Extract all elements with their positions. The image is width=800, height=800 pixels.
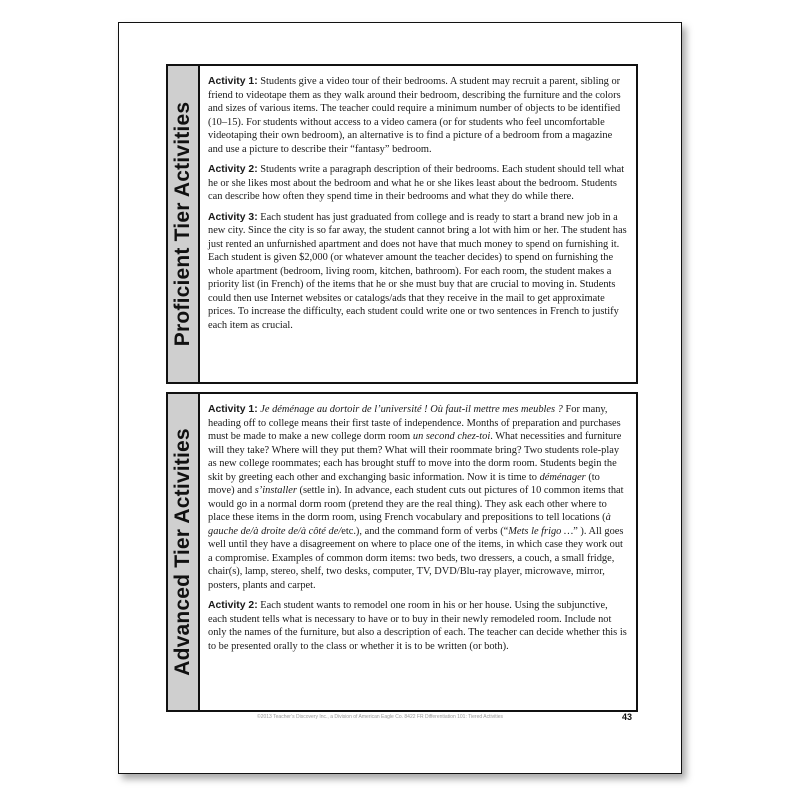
activity-text: . What necessities and furniture will they take? Where will they put them? What will their roommate bring? Two students role-play as new college roommates; each has brought stuff to move into the dorm room. Students begin the skit by greeting each other and exchanging basic information. Now it is time to — [208, 431, 622, 483]
proficient-tier-content — [208, 75, 628, 339]
proficient-tier-box — [166, 64, 638, 384]
activity-text-italic: Je déménage au dortoir de l’université ! Où faut-il mettre mes meubles ? — [260, 404, 563, 415]
proficient-activity-2 — [208, 163, 628, 204]
page-number: 43 — [621, 712, 632, 722]
proficient-tier-heading: Proficient Tier Activities — [171, 101, 194, 347]
activity-label: Activity 3: — [208, 211, 258, 223]
activity-text: Each student has just graduated from college and is ready to start a brand new job in a new city. Since the city is so far away, the student cannot bring a lot with him or her. The student has just rented an unfurnished apartment and does not have that much money to spend on furnishing it. Each student is given $2,000 (or whatever amount the teacher decides) to spend on furnishing the whole apartment (bedroom, living room, kitchen, bathroom). For each room, the student makes a priority list (in French) of the items that he or she must buy that are crucial to moving in. Students could then use Internet websites or catalogs/ads that they receive in the mail to get approximate prices. To increase the difficulty, each student could write one or two sentences in French to justify each item as crucial. — [208, 211, 627, 331]
activity-text: (settle in). In advance, each student cuts out pictures of 10 common items that would go in a normal dorm room (pretend they are the real thing). They ask each other where to place these items in the dorm room, using French vocabulary and prepositions to tell locations ( — [208, 485, 624, 523]
activity-text: Students give a video tour of their bedrooms. A student may recruit a parent, sibling or friend to videotape them as they walk around their bedroom, describing the furniture and the colors and sizes of various items. The teacher could require a minimum number of objects to be identified (10–15). For students without access to a video camera (or for students who feel uncomfortable videotaping their own bedroom), an alternative is to find a picture of a bedroom from a magazine and use a picture to describe their “fantasy” bedroom. — [208, 76, 621, 155]
activity-label: Activity 2: — [208, 164, 258, 175]
activity-text-italic: un second chez-toi — [412, 431, 491, 442]
proficient-activity-1 — [208, 75, 628, 156]
activity-text: ” ). All goes well until they have a disagreement on where to place one of the items, in which case they work out a compromise. Examples of common dorm items: two beds, two dressers, a couch, a small fridge, chair(s), lamp, stereo, shelf, two desks, computer, TV, DVD/Blu-ray player, microwave, mirror, posters, plants and carpet. — [208, 525, 624, 591]
proficient-tier-sidebar — [168, 66, 200, 382]
activity-text: etc.), and the command form of verbs (“ — [341, 525, 509, 537]
activity-text: Each student wants to remodel one room in his or her house. Using the subjunctive, each student tells what is necessary to have or to buy in their newly remodeled room. Include not only the names of the furniture, but also a description of each. The teacher can decide whether this is to be presented orally to the class or whether it is to be written (or both). — [208, 600, 627, 652]
activity-text: For many, heading off to college means their first taste of independence. Months of preparation and purchases must be made to make a new college dorm room — [208, 404, 621, 442]
activity-label: Activity 1: — [208, 404, 258, 415]
proficient-activity-3 — [208, 211, 628, 333]
activity-text-italic: à gauche de/à droite de/à côté de/ — [208, 512, 611, 537]
advanced-tier-box — [166, 392, 638, 712]
activity-text-italic: Mets le frigo … — [508, 525, 574, 537]
activity-text: Students write a paragraph description of their bedrooms. Each student should tell what he or she likes most about the bedroom and what he or she likes least about the bedroom. Students can describe how often they spend time in their bedrooms and what they do while there. — [208, 164, 625, 202]
activity-label: Activity 1: — [208, 76, 258, 87]
activity-text-italic: déménager — [539, 471, 586, 483]
activity-text: (to move) and — [208, 471, 600, 496]
copyright-notice: ©2013 Teacher’s Discovery Inc., a Division of American Eagle Co. 8422 FR Differentiation 101: Tiered Activities — [257, 714, 503, 720]
advanced-activity-1 — [208, 403, 628, 592]
advanced-tier-sidebar — [168, 394, 200, 710]
advanced-activity-2 — [208, 599, 628, 653]
activity-text-italic: s’installer — [254, 485, 297, 496]
advanced-tier-content — [208, 403, 628, 660]
advanced-tier-heading: Advanced Tier Activities — [171, 428, 194, 676]
activity-label: Activity 2: — [208, 600, 258, 611]
